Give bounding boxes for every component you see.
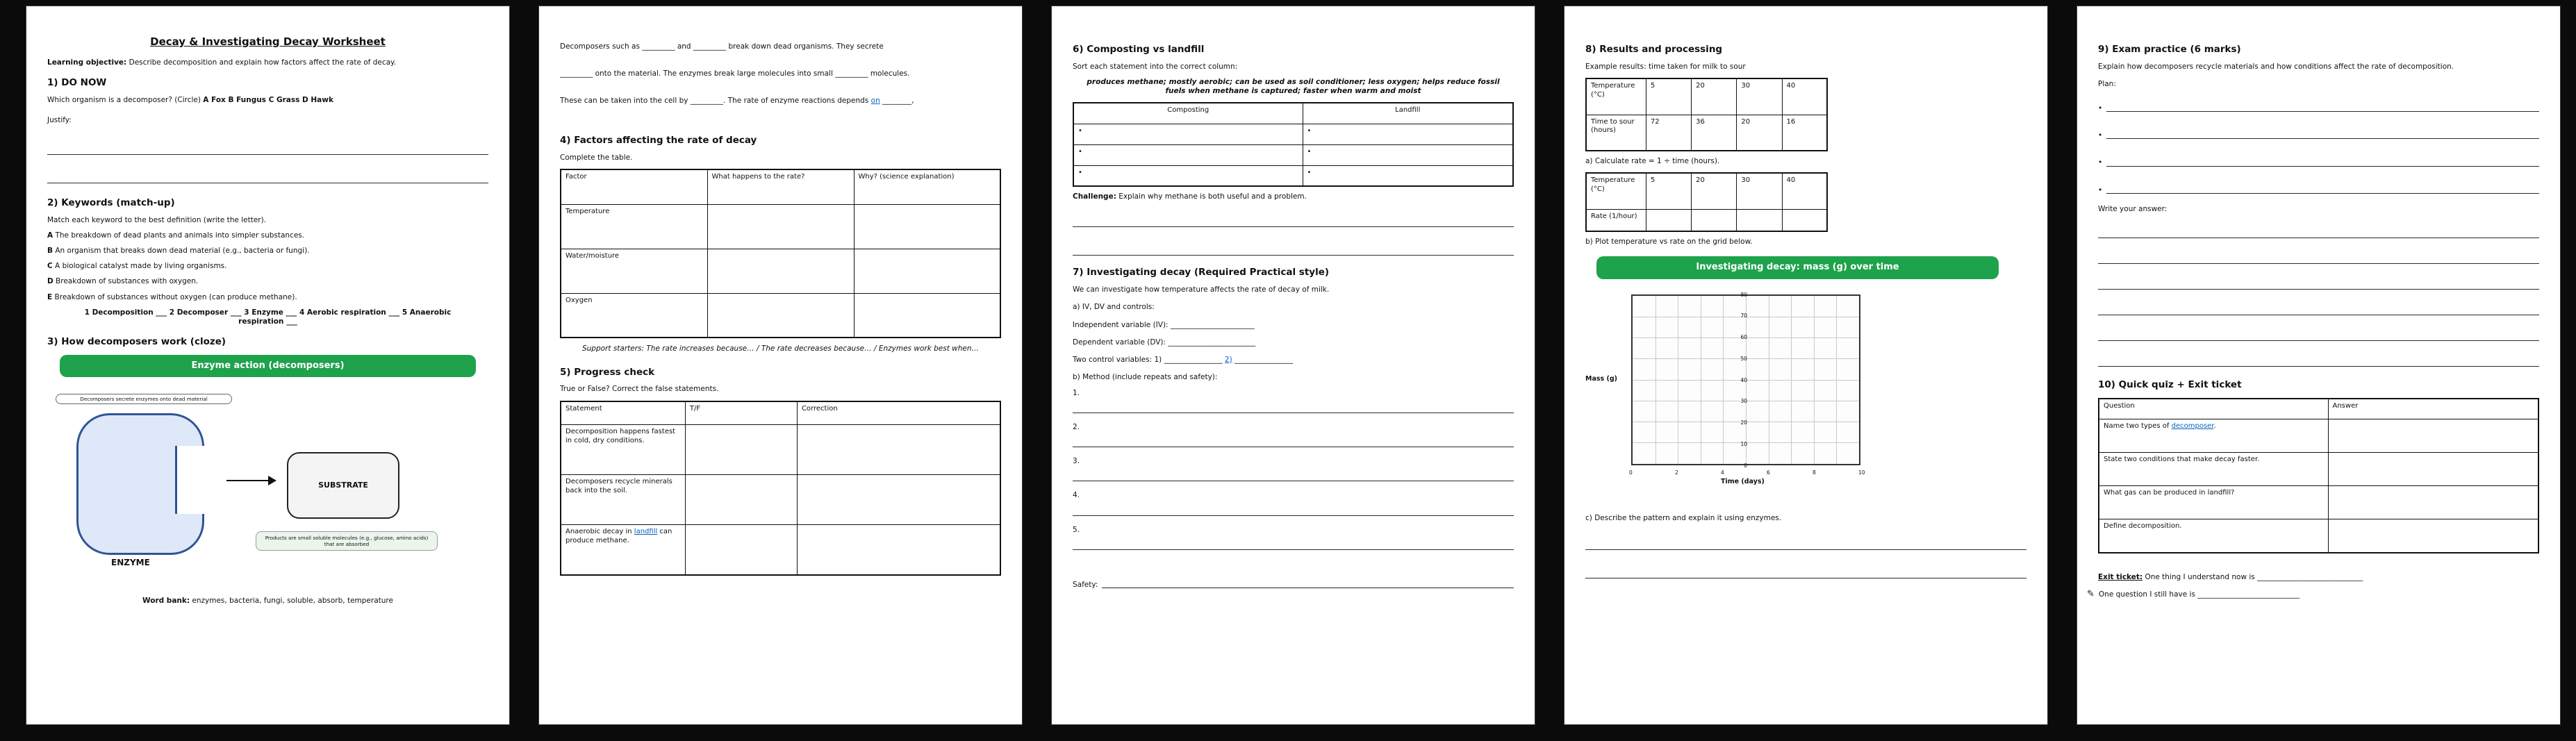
investigate-intro: We can investigate how temperature affects the rate of decay of milk. [1073,285,1330,294]
independent-variable-line: Independent variable (IV): _______________________ [1073,320,1255,329]
justify-label: Justify: [47,115,72,124]
enzyme-diagram [47,384,488,587]
results-time-value: 72 [1646,115,1691,151]
bullet-icon: • [2098,104,2103,113]
describe-pattern-label: c) Describe the pattern and explain it using enzymes. [1585,513,1782,522]
sort-cell-bullet: • [1073,124,1303,144]
results-time-value: 36 [1692,115,1737,151]
progress-header-tf: T/F [685,401,797,425]
exit-ticket-label: Exit ticket: [2098,572,2143,581]
factors-table [560,169,1001,338]
exit-question-line [2087,589,2539,600]
enzyme-shape [76,413,204,555]
definition-text: The breakdown of dead plants and animals into simpler substances. [53,231,305,240]
quiz-question-3: What gas can be produced in landfill? [2099,486,2328,519]
plan-bullet-line [2098,186,2539,195]
sort-intro: Sort each statement into the correct column: [1073,62,1238,71]
rate-row1-label: Temperature (°C) [1586,173,1646,209]
quiz-answer-blank [2328,486,2538,519]
x-tick-label: 10 [1858,469,1865,476]
results-table [1585,78,1828,151]
y-tick-label: 40 [1740,376,1747,383]
progress-statement-1: Decomposition happens fastest in cold, dry conditions. [561,425,685,475]
section-1-heading: 1) DO NOW [47,76,107,88]
answer-line [1585,541,2026,550]
answer-line [2098,229,2539,238]
section-7-heading: 7) Investigating decay (Required Practical style) [1073,267,1330,278]
answer-line [2098,306,2539,315]
answer-line [2098,281,2539,290]
answer-line [2098,332,2539,341]
quiz-table [2098,398,2539,553]
safety-line [1073,581,1514,590]
factor-row-water: Water/moisture [561,249,707,293]
method-step-1: 1. [1073,389,1080,397]
do-now-question [47,96,488,105]
answer-line [1073,541,1514,550]
quiz-header-question: Question [2099,399,2328,419]
answer-line [1073,218,1514,227]
decomposer-link[interactable]: decomposer [2171,422,2214,431]
results-temp-value: 30 [1737,78,1782,115]
method-label: b) Method (include repeats and safety): [1073,372,1218,381]
progress-statement-2: Decomposers recycle minerals back into the soil. [561,475,685,525]
sort-cell-bullet: • [1303,165,1513,186]
cloze-line-1: Decomposers such as _________ and _________ break down dead organisms. They secrete [560,42,884,51]
bullet-icon: • [2098,131,2103,140]
control-variables-line [1073,356,1514,365]
progress-statement-3-tail: can produce methane. [565,528,672,544]
quiz-answer-blank [2328,419,2538,453]
match-answer-line: 1 Decomposition ___ 2 Decomposer ___ 3 Enzyme ___ 4 Aerobic respiration ___ 5 Anaerobic respiration ___ [84,308,452,326]
definition-e [47,293,488,302]
learning-objective-text: Describe decomposition and explain how factors affect the rate of decay. [126,58,397,67]
quiz-question-1 [2099,419,2328,453]
answer-line [1073,507,1514,516]
progress-cell-blank [797,425,1000,475]
answer-line [2098,255,2539,264]
results-time-value: 20 [1737,115,1782,151]
plan-label: Plan: [2098,80,2116,88]
products-note: Products are small soluble molecules (e.g., glucose, amino acids) that are absorbed [256,531,438,551]
plan-bullet-line [2098,131,2539,140]
word-bank-label: Word bank: [142,597,190,605]
tf-intro: True or False? Correct the false statements. [560,385,719,394]
factor-cell-blank [707,293,854,338]
cloze-line-2: _________ onto the material. The enzymes break large molecules into small _________ molecules. [560,69,910,78]
y-tick-label: 10 [1740,440,1747,447]
learning-objective-label: Learning objective: [47,58,127,67]
definition-letter: C [47,262,53,271]
control-variables-tail: ________________ [1232,355,1294,364]
x-axis-label: Time (days) [1721,477,1765,485]
cloze-line-3-text: These can be taken into the cell by _________. The rate of enzyme reactions depends [560,97,871,106]
decay-chart [1585,286,2026,503]
secrete-note: Decomposers secrete enzymes onto dead material [56,394,232,404]
factors-header-factor: Factor [561,169,707,204]
bullet-icon: • [2098,185,2103,194]
method-step-4: 4. [1073,491,1080,500]
enzyme-active-site [175,446,205,514]
answer-line [2106,138,2539,139]
progress-table [560,401,1001,576]
example-results-intro: Example results: time taken for milk to sour [1585,62,1746,71]
definition-text: A biological catalyst made by living organisms. [52,262,227,271]
section-9-heading: 9) Exam practice (6 marks) [2098,44,2241,55]
quiz-question-1-text: Name two types of [2104,422,2172,431]
y-tick-label: 60 [1740,334,1747,340]
do-now-question-text: Which organism is a decomposer? (Circle) [47,95,204,104]
safety-label: Safety: [1073,580,1098,589]
progress-cell-blank [797,525,1000,575]
answer-line [1073,438,1514,447]
factor-cell-blank [707,204,854,249]
quiz-question-2: State two conditions that make decay faster. [2099,453,2328,486]
sort-header-composting: Composting [1073,103,1303,124]
exit-ticket-text: One thing I understand now is _____________________________ [2142,572,2363,581]
calc-rate-label: a) Calculate rate = 1 ÷ time (hours). [1585,157,1720,165]
x-tick-label: 8 [1813,469,1816,476]
progress-cell-blank [797,475,1000,525]
definition-text: Breakdown of substances without oxygen (can produce methane). [52,292,297,301]
quiz-question-4: Define decomposition. [2099,519,2328,553]
section-3-heading: 3) How decomposers work (cloze) [47,335,226,347]
answer-line [2098,358,2539,367]
answer-line [1073,472,1514,481]
results-temp-value: 40 [1782,78,1827,115]
x-tick-label: 4 [1721,469,1724,476]
definition-d [47,277,488,286]
definition-letter: B [47,247,53,256]
answer-line [47,146,488,155]
bullet-icon: • [2098,158,2103,167]
rate-cell-blank [1692,209,1737,231]
quiz-question-1-tail: . [2213,422,2216,431]
sort-cell-bullet: • [1073,165,1303,186]
enzyme-label: ENZYME [111,558,150,567]
substrate-box: SUBSTRATE [287,452,399,519]
results-row2-label: Time to sour (hours) [1586,115,1646,151]
support-starters: Support starters: The rate increases because… / The rate decreases because… / Enzymes work best when… [581,344,980,353]
word-bank-text: enzymes, bacteria, fungi, soluble, absorb, temperature [190,597,393,605]
x-tick-label: 2 [1675,469,1678,476]
method-step-5: 5. [1073,525,1080,534]
match-intro: Match each keyword to the best definition (write the letter). [47,215,267,224]
sort-cell-bullet: • [1073,144,1303,165]
factor-row-temperature: Temperature [561,204,707,249]
plan-bullet-line [2098,104,2539,113]
definition-letter: E [47,292,53,301]
sort-statements: produces methane; mostly aerobic; can be used as soil conditioner; less oxygen; helps reduce fossil fuels when methane is captured; faster when warm and moist [1087,78,1500,96]
y-tick-label: 50 [1740,355,1747,362]
exit-question-text: One question I still have is ____________________________ [2098,590,2300,599]
definition-text: Breakdown of substances with oxygen. [53,277,199,286]
page-title: Decay & Investigating Decay Worksheet [150,35,386,48]
method-step-2: 2. [1073,423,1080,432]
results-temp-value: 5 [1646,78,1691,115]
section-4-heading: 4) Factors affecting the rate of decay [560,135,757,147]
challenge-label: Challenge: [1073,192,1116,201]
progress-header-correction: Correction [797,401,1000,425]
answer-line [1073,247,1514,256]
progress-cell-blank [685,475,797,525]
definition-b [47,247,488,256]
challenge-text: Explain why methane is both useful and a problem. [1116,192,1307,201]
section-8-heading: 8) Results and processing [1585,44,1723,55]
progress-statement-3-text: Anaerobic decay in [565,528,634,535]
rate-temp-value: 5 [1646,173,1691,209]
section-10-heading: 10) Quick quiz + Exit ticket [2098,378,2242,390]
sort-cell-bullet: • [1303,124,1513,144]
method-step-3: 3. [1073,457,1080,466]
definition-text: An organism that breaks down dead material (e.g., bacteria or fungi). [53,247,310,256]
iv-dv-label: a) IV, DV and controls: [1073,303,1155,312]
rate-temp-value: 20 [1692,173,1737,209]
worksheet-page-2 [538,6,1023,725]
answer-line [2106,166,2539,167]
arrow-icon [268,476,276,485]
x-tick-label: 0 [1629,469,1633,476]
sort-table [1073,102,1514,187]
section-5-heading: 5) Progress check [560,366,655,378]
arrow-icon [226,480,270,481]
worksheet-page-1 [26,6,510,725]
control-variables-text: Two control variables: 1) ________________ [1073,355,1225,364]
answer-line [2106,111,2539,112]
y-tick-label: 80 [1740,291,1747,298]
sort-header-landfill: Landfill [1303,103,1513,124]
quiz-header-answer: Answer [2328,399,2538,419]
cloze-line-3-tail: ________, [880,97,914,106]
factor-cell-blank [707,249,854,293]
progress-header-statement: Statement [561,401,685,425]
section-2-heading: 2) Keywords (match-up) [47,197,175,208]
results-temp-value: 20 [1692,78,1737,115]
answer-line [2106,193,2539,194]
progress-statement-3 [561,525,685,575]
worksheet-page-5 [2077,6,2561,725]
y-tick-label: 0 [1744,462,1747,469]
section-6-heading: 6) Composting vs landfill [1073,44,1205,55]
quiz-answer-blank [2328,453,2538,486]
worksheet-page-4 [1564,6,2048,725]
plan-bullet-line [2098,158,2539,167]
factors-header-rate: What happens to the rate? [707,169,854,204]
progress-cell-blank [685,425,797,475]
progress-cell-blank [685,525,797,575]
definition-a [47,231,488,240]
plot-instruction: b) Plot temperature vs rate on the grid below. [1585,238,1753,247]
y-tick-label: 20 [1740,419,1747,426]
exam-prompt: Explain how decomposers recycle materials and how conditions affect the rate of decomposition. [2098,62,2454,71]
sort-cell-bullet: • [1303,144,1513,165]
y-axis-label: Mass (g) [1585,374,1617,383]
cloze-line-3 [560,97,1001,106]
on-link[interactable]: on [870,97,880,106]
factor-cell-blank [854,293,1000,338]
rate-row2-label: Rate (1/hour) [1586,209,1646,231]
chart-title-banner: Investigating decay: mass (g) over time [1596,256,1999,278]
exit-ticket-line [2098,573,2539,582]
factor-row-oxygen: Oxygen [561,293,707,338]
answer-line [47,174,488,183]
definition-c [47,262,488,271]
answer-line [1073,404,1514,413]
complete-table-label: Complete the table. [560,153,633,163]
answer-line [1585,569,2026,578]
quiz-answer-blank [2328,519,2538,553]
dependent-variable-line: Dependent variable (DV): ________________________ [1073,338,1256,347]
rate-temp-value: 40 [1782,173,1827,209]
rate-temp-value: 30 [1737,173,1782,209]
factor-cell-blank [854,249,1000,293]
rate-cell-blank [1737,209,1782,231]
enzyme-action-banner: Enzyme action (decomposers) [60,355,476,377]
write-answer-label: Write your answer: [2098,204,2168,213]
factor-cell-blank [854,204,1000,249]
x-tick-label: 6 [1767,469,1770,476]
challenge-line [1073,192,1514,201]
rate-cell-blank [1782,209,1827,231]
learning-objective [47,58,488,67]
definition-letter: A [47,231,53,240]
results-row1-label: Temperature (°C) [1586,78,1646,115]
landfill-link[interactable]: landfill [634,528,658,535]
definition-letter: D [47,277,53,286]
y-tick-label: 70 [1740,313,1747,319]
factors-header-why: Why? (science explanation) [854,169,1000,204]
control-2-link[interactable]: 2) [1224,355,1232,364]
y-tick-label: 30 [1740,398,1747,405]
results-time-value: 16 [1782,115,1827,151]
rate-cell-blank [1646,209,1691,231]
worksheet-page-3 [1051,6,1535,725]
word-bank [47,597,488,606]
do-now-options: A Fox B Fungus C Grass D Hawk [203,95,333,104]
rate-table [1585,172,1828,232]
pencil-icon: ✎ [2087,588,2095,599]
